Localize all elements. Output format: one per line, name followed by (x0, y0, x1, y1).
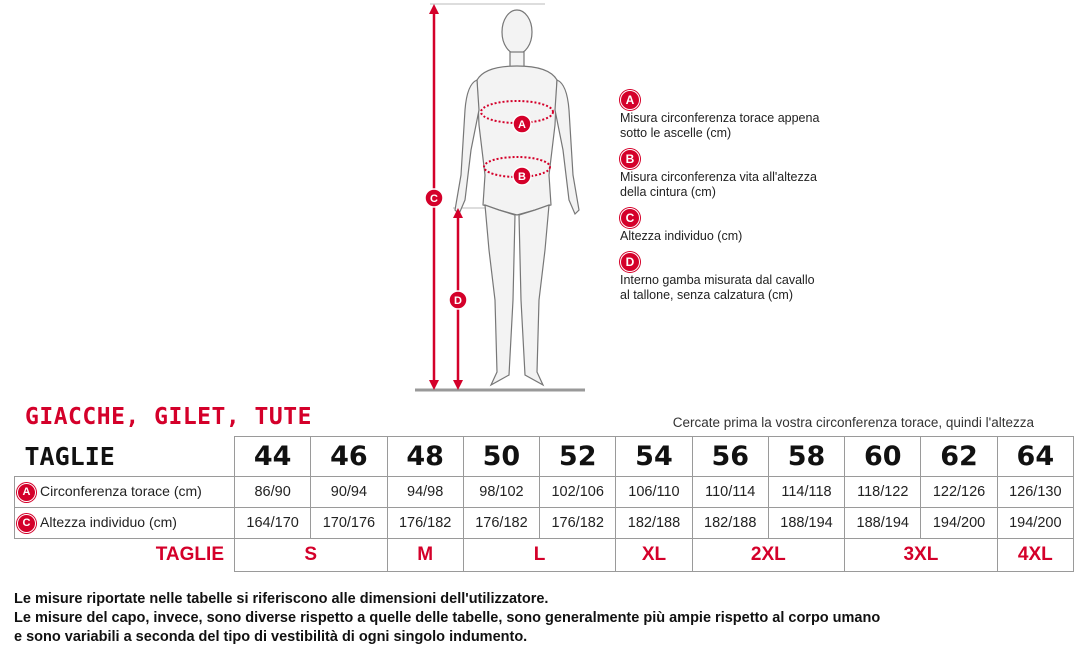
legend-text-b: Misura circonferenza vita all'altezza della cintura (cm) (620, 170, 817, 199)
size-cell: 52 (540, 437, 616, 477)
height-row-label-text: Altezza individuo (cm) (40, 513, 177, 530)
legend-text-a: Misura circonferenza torace appena sotto le ascelle (cm) (620, 111, 820, 140)
size-cell: 58 (768, 437, 844, 477)
legend-item-d (620, 252, 860, 303)
chest-row-label (15, 477, 235, 508)
height-value: 176/182 (463, 508, 539, 539)
chest-value: 110/114 (692, 477, 768, 508)
height-value: 194/200 (921, 508, 997, 539)
chest-row-label-text: Circonferenza torace (cm) (40, 482, 202, 499)
chest-value: 106/110 (616, 477, 692, 508)
height-value: 176/182 (387, 508, 463, 539)
size-band-row (15, 539, 1074, 572)
height-value: 164/170 (235, 508, 311, 539)
legend-badge-b: B (620, 149, 640, 169)
size-cell: 54 (616, 437, 692, 477)
size-cell: 60 (845, 437, 921, 477)
height-row (15, 508, 1074, 539)
band-xl: XL (616, 539, 692, 572)
chest-value: 90/94 (311, 477, 387, 508)
band-m: M (387, 539, 463, 572)
legend-item-c (620, 208, 860, 244)
band-2xl: 2XL (692, 539, 845, 572)
height-value: 176/182 (540, 508, 616, 539)
height-value: 182/188 (616, 508, 692, 539)
marker-d-label: D (454, 295, 462, 307)
legend-item-b (620, 149, 860, 200)
size-cell: 44 (235, 437, 311, 477)
chest-value: 102/106 (540, 477, 616, 508)
size-header-row (15, 437, 1074, 477)
marker-a (513, 115, 531, 133)
marker-b-label: B (518, 171, 526, 183)
marker-a-label: A (518, 119, 526, 131)
body-measurement-figure (405, 0, 595, 400)
sizes-label: TAGLIE (15, 437, 235, 477)
footnotes (14, 590, 880, 647)
height-value: 170/176 (311, 508, 387, 539)
measurement-legend (620, 90, 860, 311)
size-cell: 64 (997, 437, 1073, 477)
size-cell: 62 (921, 437, 997, 477)
marker-c-label: C (430, 193, 438, 205)
band-s: S (235, 539, 388, 572)
chest-value: 86/90 (235, 477, 311, 508)
height-value: 188/194 (768, 508, 844, 539)
size-cell: 46 (311, 437, 387, 477)
chest-value: 122/126 (921, 477, 997, 508)
marker-d (449, 291, 467, 309)
chest-value: 126/130 (997, 477, 1073, 508)
size-cell: 48 (387, 437, 463, 477)
legend-text-c: Altezza individuo (cm) (620, 229, 743, 243)
footnote-line: Le misure riportate nelle tabelle si riferiscono alle dimensioni dell'utilizzatore. (14, 591, 549, 607)
chest-value: 114/118 (768, 477, 844, 508)
chest-value: 98/102 (463, 477, 539, 508)
legend-badge-d: D (620, 252, 640, 272)
marker-c (425, 189, 443, 207)
legend-badge-c: C (620, 208, 640, 228)
chest-value: 118/122 (845, 477, 921, 508)
band-4xl: 4XL (997, 539, 1073, 572)
section-hint: Cercate prima la vostra circonferenza torace, quindi l'altezza (672, 415, 1034, 430)
legend-item-a (620, 90, 860, 141)
height-value: 182/188 (692, 508, 768, 539)
size-cell: 50 (463, 437, 539, 477)
size-cell: 56 (692, 437, 768, 477)
height-row-badge: C (17, 514, 36, 533)
band-label: TAGLIE (155, 544, 224, 566)
section-title: GIACCHE, GILET, TUTE (25, 404, 312, 430)
footnote-line: Le misure del capo, invece, sono diverse rispetto a quelle delle tabelle, sono generalmente più ampie rispetto al corpo umano (14, 610, 881, 626)
height-value: 188/194 (845, 508, 921, 539)
chest-row (15, 477, 1074, 508)
height-value: 194/200 (997, 508, 1073, 539)
footnote-line: e sono variabili a seconda del tipo di vestibilità di ogni singolo indumento. (14, 629, 528, 645)
chest-row-badge: A (17, 483, 36, 502)
chest-value: 94/98 (387, 477, 463, 508)
band-l: L (463, 539, 616, 572)
human-silhouette (455, 10, 579, 385)
marker-b (513, 167, 531, 185)
band-3xl: 3XL (845, 539, 998, 572)
size-table (14, 436, 1074, 572)
legend-badge-a: A (620, 90, 640, 110)
height-row-label (15, 508, 235, 539)
legend-text-d: Interno gamba misurata dal cavallo al tallone, senza calzatura (cm) (620, 273, 815, 302)
